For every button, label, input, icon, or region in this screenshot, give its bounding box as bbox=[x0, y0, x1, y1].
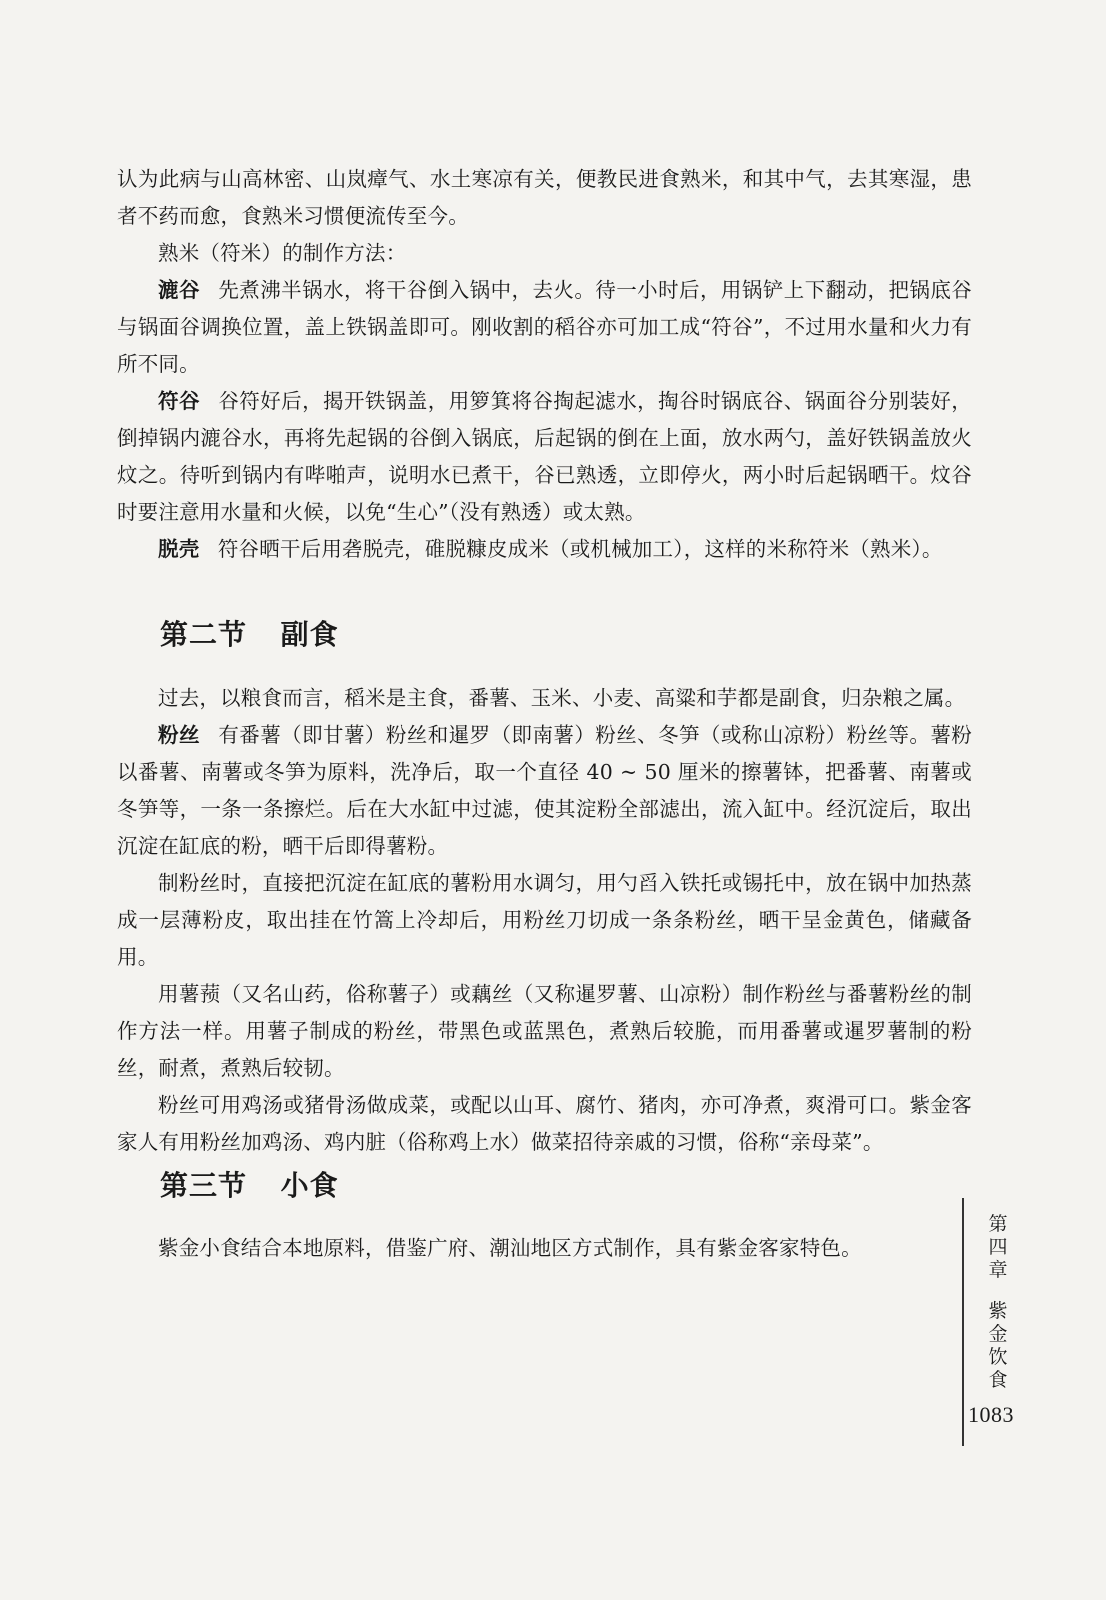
term-label: 粉丝 bbox=[158, 723, 200, 747]
section-number: 第二节 bbox=[160, 618, 248, 651]
paragraph: 粉丝可用鸡汤或猪骨汤做成菜，或配以山耳、腐竹、猪肉，亦可净煮，爽滑可口。紫金客家人有用粉丝加鸡汤、鸡内脏（俗称鸡上水）做菜招待亲戚的习惯，俗称“亲母菜”。 bbox=[117, 1093, 972, 1154]
section-title: 小食 bbox=[280, 1169, 339, 1202]
section-text-block bbox=[117, 1230, 972, 1267]
paragraph-text: 符谷晒干后用砻脱壳，碓脱糠皮成米（或机械加工），这样的米称符米（熟米）。 bbox=[217, 537, 943, 561]
paragraph bbox=[117, 383, 972, 531]
term-label: 符谷 bbox=[158, 389, 200, 413]
margin-rule bbox=[962, 1198, 964, 1446]
section-heading bbox=[160, 1164, 339, 1204]
chapter-char: 第 bbox=[988, 1213, 1008, 1235]
paragraph: 紫金小食结合本地原料，借鉴广府、潮汕地区方式制作，具有紫金客家特色。 bbox=[158, 1236, 862, 1260]
paragraph: 过去，以粮食而言，稻米是主食，番薯、玉米、小麦、高粱和芋都是副食，归杂粮之属。 bbox=[158, 686, 966, 710]
chapter-char: 四 bbox=[988, 1236, 1008, 1258]
chapter-title-char: 金 bbox=[988, 1323, 1008, 1345]
chapter-title-char: 食 bbox=[988, 1369, 1008, 1391]
intro-text-block bbox=[117, 161, 972, 568]
paragraph: 用薯蓣（又名山药，俗称薯子）或藕丝（又称暹罗薯、山凉粉）制作粉丝与番薯粉丝的制作方法一样。用薯子制成的粉丝，带黑色或蓝黑色，煮熟后较脆，而用番薯或暹罗薯制的粉丝，耐煮，煮熟后较韧。 bbox=[117, 982, 972, 1080]
paragraph bbox=[117, 531, 972, 568]
page-number: 1083 bbox=[968, 1402, 1014, 1427]
paragraph bbox=[117, 717, 972, 865]
term-label: 脱壳 bbox=[158, 537, 200, 561]
paragraph-text: 先煮沸半锅水，将干谷倒入锅中，去火。待一小时后，用锅铲上下翻动，把锅底谷与锅面谷调换位置，盖上铁锅盖即可。刚收割的稻谷亦可加工成“符谷”，不过用水量和火力有所不同。 bbox=[117, 278, 972, 376]
chapter-tab bbox=[978, 1213, 1018, 1392]
section-text-block bbox=[117, 680, 972, 1161]
section-title: 副食 bbox=[280, 618, 339, 651]
chapter-char: 章 bbox=[988, 1259, 1008, 1281]
chapter-title-char: 饮 bbox=[988, 1346, 1008, 1368]
paragraph: 熟米（符米）的制作方法： bbox=[158, 241, 407, 265]
paragraph-text: 有番薯（即甘薯）粉丝和暹罗（即南薯）粉丝、冬笋（或称山凉粉）粉丝等。薯粉以番薯、南薯或冬笋为原料，洗净后，取一个直径 40 ~ 50 厘米的擦薯钵，把番薯、南薯或冬笋等，一条一条擦烂。后在大水缸中过滤，使其淀粉全部滤出，流入缸中。经沉淀后，取出沉淀在缸底的粉，晒干后即得薯粉。 bbox=[117, 723, 972, 858]
paragraph: 制粉丝时，直接把沉淀在缸底的薯粉用水调匀，用勺舀入铁托或锡托中，放在锅中加热蒸成一层薄粉皮，取出挂在竹篙上冷却后，用粉丝刀切成一条条粉丝，晒干呈金黄色，储藏备用。 bbox=[117, 871, 972, 969]
chapter-title-char: 紫 bbox=[988, 1300, 1008, 1322]
paragraph bbox=[117, 272, 972, 383]
paragraph-text: 谷符好后，揭开铁锅盖，用箩箕将谷掏起滤水，掏谷时锅底谷、锅面谷分别装好，倒掉锅内漉谷水，再将先起锅的谷倒入锅底，后起锅的倒在上面，放水两勺，盖好铁锅盖放火炆之。待听到锅内有哔啪声，说明水已煮干，谷已熟透，立即停火，两小时后起锅晒干。炆谷时要注意用水量和火候，以免“生心”（没有熟透）或太熟。 bbox=[117, 389, 972, 524]
paragraph: 认为此病与山高林密、山岚瘴气、水土寒凉有关，便教民进食熟米，和其中气，去其寒湿，患者不药而愈，食熟米习惯便流传至今。 bbox=[117, 167, 972, 228]
section-number: 第三节 bbox=[160, 1169, 248, 1202]
section-heading bbox=[160, 613, 339, 653]
spacer bbox=[978, 1282, 1018, 1300]
term-label: 漉谷 bbox=[158, 278, 200, 302]
